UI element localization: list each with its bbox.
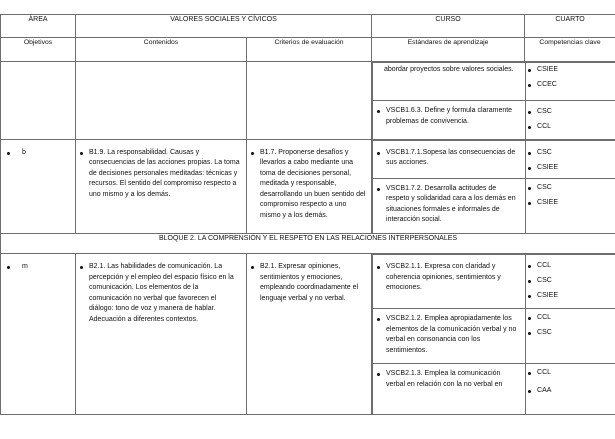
content-text: B1.9. La responsabilidad. Causas y consecuencias de las acciones propias. La toma de decisiones personales meditadas: técnicas y recursos. El sentido del compromiso respecto a uno mismo y a los demás. (89, 148, 240, 198)
objective-cell (1, 254, 76, 415)
area-name: VALORES SOCIALES Y CÍVICOS (76, 15, 372, 38)
content-cell (76, 62, 247, 140)
bullet-icon (80, 152, 83, 155)
competence: CSC (537, 108, 552, 115)
criterion-text: B1.7. Proponerse desafíos y llevarlos a cabo mediante una toma de decisiones personal, meditada y responsable, desarrollando un buen sentido del compromiso respecto a uno mismo y a los demás. (260, 148, 366, 219)
standard-text: VSCB2.1.1. Expresa con claridad y coherencia opiniones, sentimientos y emociones. (386, 263, 501, 291)
competence: CSC (537, 277, 552, 284)
objective-row-b (1, 139, 615, 234)
standard-text: VSCB1.6.3. Define y formula claramente problemas de convivencia. (386, 107, 513, 125)
competence: CCL (537, 123, 552, 130)
course-label: CURSO (372, 15, 525, 38)
curriculum-table (0, 14, 615, 415)
bullet-icon (528, 295, 531, 298)
standard-row (373, 364, 615, 414)
competence: CSC (537, 183, 552, 191)
objective-cell (1, 62, 76, 140)
objective-cell (1, 139, 76, 234)
bullet-icon (377, 152, 380, 155)
bullet-icon (528, 69, 531, 72)
competence: CCL (537, 262, 552, 269)
standard-row (373, 63, 615, 101)
bullet-icon (528, 187, 531, 190)
content-cell (76, 254, 247, 415)
criterion-cell (247, 139, 372, 234)
col-competences: Competencias clave (525, 38, 615, 62)
competence: CSIEE (537, 163, 559, 171)
competence: CCL (537, 314, 552, 321)
competence: CCL (537, 369, 552, 376)
bullet-icon (528, 202, 531, 205)
objective-code: m (22, 263, 28, 270)
competence: CCEC (537, 81, 557, 88)
block-title-row (1, 234, 615, 254)
competence: CSIEE (537, 292, 559, 299)
standards-group (372, 139, 615, 234)
column-header-row (1, 38, 615, 62)
col-standards: Estándares de aprendizaje (372, 38, 525, 62)
criterion-text: B2.1. Expresar opiniones, sentimientos y emociones, empleando coordinadamente el lenguaje verbal y no verbal. (260, 263, 359, 302)
competence: CSIEE (537, 66, 559, 73)
bullet-icon (80, 266, 83, 269)
bullet-icon (528, 126, 531, 129)
bullet-icon (528, 332, 531, 335)
continuation-row (1, 62, 615, 140)
bullet-icon (528, 390, 531, 393)
bullet-icon (377, 188, 380, 191)
bullet-icon (528, 84, 531, 87)
standard-row (373, 178, 615, 233)
area-label: ÁREA (1, 15, 76, 38)
criterion-cell (247, 254, 372, 415)
bullet-icon (377, 110, 380, 113)
bullet-icon (528, 372, 531, 375)
bullet-icon (251, 152, 254, 155)
standards-group (372, 254, 615, 415)
bullet-icon (7, 152, 10, 155)
standard-row (373, 101, 615, 139)
standard-text: VSCB2.1.3. Emplea la comunicación verbal en relación con la no verbal en (386, 370, 503, 388)
standard-text: VSCB1.7.2. Desarrolla actitudes de respeto y solidaridad cara a los demás en situaciones formales e informales de interacción social. (386, 184, 516, 223)
bullet-icon (528, 152, 531, 155)
col-criteria: Criterios de evaluación (247, 38, 372, 62)
standards-group (372, 62, 615, 140)
standard-row (373, 255, 615, 309)
standard-row (373, 309, 615, 364)
standard-text: abordar proyectos sobre valores sociales. (384, 66, 514, 73)
bullet-icon (7, 266, 10, 269)
competence: CAA (537, 387, 552, 394)
col-objectives: Objetivos (1, 38, 76, 62)
standard-row (373, 140, 615, 178)
bullet-icon (528, 167, 531, 170)
bullet-icon (528, 317, 531, 320)
course-value: CUARTO (525, 15, 615, 38)
objective-row-m (1, 254, 615, 415)
competence: CSIEE (537, 198, 559, 206)
bullet-icon (528, 111, 531, 114)
header-row (1, 15, 615, 38)
standard-text: VSCB1.7.1.Sopesa las consecuencias de sus acciones. (386, 148, 516, 166)
content-cell (76, 139, 247, 234)
col-contents: Contenidos (76, 38, 247, 62)
competence: CSC (537, 329, 552, 336)
bullet-icon (377, 318, 380, 321)
standard-text: VSCB2.1.2. Emplea apropiadamente los elementos de la comunicación verbal y no verbal en consonancia con los sentimientos. (386, 315, 517, 354)
bullet-icon (528, 280, 531, 283)
bullet-icon (377, 373, 380, 376)
bullet-icon (251, 266, 254, 269)
bullet-icon (528, 265, 531, 268)
block-title: BLOQUE 2. LA COMPRENSIÓN Y EL RESPETO EN LAS RELACIONES INTERPERSONALES (1, 234, 615, 254)
content-text: B2.1. Las habilidades de comunicación. La percepción y el empleo del espacio físico en la comunicación. Los elementos de la comunicación no verbal que favorecen el diálogo: tono de voz y manera de hablar. Adecuación a diferentes contextos. (89, 263, 234, 323)
competence: CSC (537, 148, 552, 156)
criterion-cell (247, 62, 372, 140)
bullet-icon (377, 266, 380, 269)
objective-code: b (22, 148, 26, 156)
